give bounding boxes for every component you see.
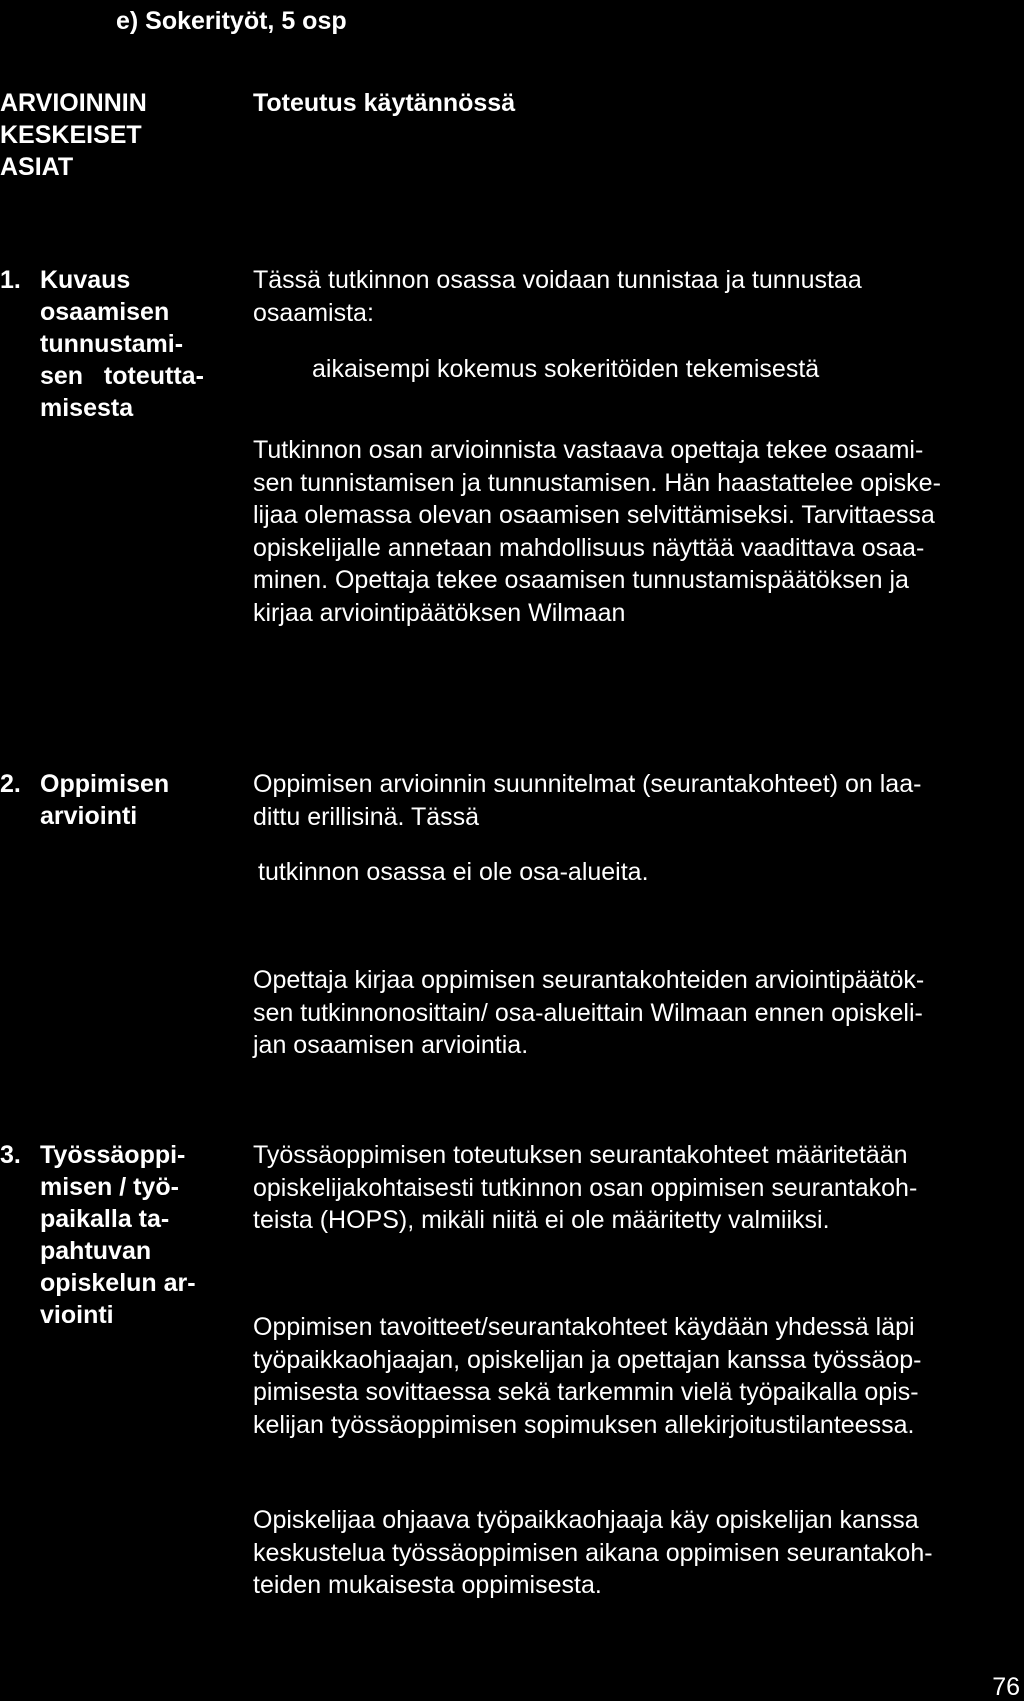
paragraph-line: kirjaa arviointipäätöksen Wilmaan: [253, 598, 626, 627]
section-paragraph: [253, 768, 921, 833]
section-label-line: misesta: [40, 394, 134, 422]
section-label-line: misen / työ-: [40, 1173, 179, 1201]
section-label-line: osaamisen: [40, 298, 170, 326]
page-number: 76: [992, 1673, 1020, 1701]
paragraph-line: Opettaja kirjaa oppimisen seurantakohteiden arviointipäätök-: [253, 966, 925, 994]
paragraph-line: keskustelua työssäoppimisen aikana oppimisen seurantakoh-: [253, 1538, 933, 1567]
column-header-left-line: ASIAT: [0, 153, 74, 181]
section-paragraph: [312, 353, 819, 386]
section-label-line: pahtuvan: [40, 1237, 152, 1265]
paragraph-line: minen. Opettaja tekee osaamisen tunnustamispäätöksen ja: [253, 566, 909, 594]
paragraph-line: Tässä tutkinnon osassa voidaan tunnistaa ja tunnustaa: [253, 266, 862, 294]
section-label-line: Oppimisen: [40, 770, 170, 798]
paragraph-line: Oppimisen tavoitteet/seurantakohteet käydään yhdessä läpi: [253, 1313, 915, 1341]
paragraph-line: kelijan työssäoppimisen sopimuksen allekirjoitustilanteessa.: [253, 1410, 915, 1439]
column-header-left-line: KESKEISET: [0, 121, 142, 149]
paragraph-line: Opiskelijaa ohjaava työpaikkaohjaaja käy opiskelijan kanssa: [253, 1506, 919, 1534]
column-header-left: [0, 87, 147, 183]
section-label-line: arviointi: [40, 802, 138, 830]
section-number: 1.: [0, 266, 21, 294]
section-paragraph: [253, 1139, 917, 1237]
paragraph-line: tutkinnon osassa ei ole osa-alueita.: [258, 858, 649, 886]
section-number: 2.: [0, 770, 21, 798]
paragraph-line: dittu erillisinä. Tässä: [253, 802, 480, 831]
section-number: 3.: [0, 1141, 21, 1169]
section-paragraph: [253, 1311, 921, 1441]
section-paragraph: [253, 1504, 933, 1602]
column-header-left-line: ARVIOINNIN: [0, 89, 147, 117]
section-paragraph: [258, 856, 649, 889]
section-label: [40, 264, 204, 424]
section-label-line: tunnustami-: [40, 330, 184, 358]
section-paragraph: [253, 264, 862, 329]
section-label-line: opiskelun ar-: [40, 1269, 196, 1297]
section-label-line: Työssäoppi-: [40, 1141, 186, 1169]
paragraph-line: opiskelijakohtaisesti tutkinnon osan oppimisen seurantakoh-: [253, 1173, 918, 1202]
paragraph-line: teista (HOPS), mikäli niitä ei ole määritetty valmiiksi.: [253, 1206, 830, 1234]
paragraph-line: sen tutkinnonosittain/ osa-alueittain Wilmaan ennen opiskeli-: [253, 998, 923, 1027]
paragraph-line: opiskelijalle annetaan mahdollisuus näyttää vaadittava osaa-: [253, 533, 925, 562]
paragraph-line: osaamista:: [253, 298, 374, 327]
column-header-right: Toteutus käytännössä: [253, 89, 516, 117]
paragraph-line: lijaa olemassa olevan osaamisen selvittämiseksi. Tarvittaessa: [253, 501, 935, 529]
paragraph-line: Oppimisen arvioinnin suunnitelmat (seurantakohteet) on laa-: [253, 770, 922, 798]
paragraph-line: aikaisempi kokemus sokeritöiden tekemisestä: [312, 355, 820, 383]
paragraph-line: teiden mukaisesta oppimisesta.: [253, 1571, 602, 1599]
section-label-line: Kuvaus: [40, 266, 131, 294]
section-paragraph: [253, 964, 924, 1062]
section-label-line: viointi: [40, 1301, 114, 1329]
paragraph-line: työpaikkaohjaajan, opiskelijan ja opettajan kanssa työssäop-: [253, 1345, 922, 1374]
section-label: [40, 768, 169, 832]
paragraph-line: pimisesta sovittaessa sekä tarkemmin vielä työpaikalla opis-: [253, 1378, 919, 1406]
paragraph-line: Tutkinnon osan arvioinnista vastaava opettaja tekee osaami-: [253, 436, 924, 464]
section-label-line: paikalla ta-: [40, 1205, 170, 1233]
paragraph-line: Työssäoppimisen toteutuksen seurantakohteet määritetään: [253, 1141, 908, 1169]
paragraph-line: sen tunnistamisen ja tunnustamisen. Hän haastattelee opiske-: [253, 468, 941, 497]
section-label: [40, 1139, 196, 1331]
section-paragraph: [253, 434, 941, 629]
document-title: e) Sokerityöt, 5 osp: [116, 7, 347, 35]
paragraph-line: jan osaamisen arviointia.: [253, 1031, 529, 1059]
section-label-line: sen toteutta-: [40, 362, 204, 390]
